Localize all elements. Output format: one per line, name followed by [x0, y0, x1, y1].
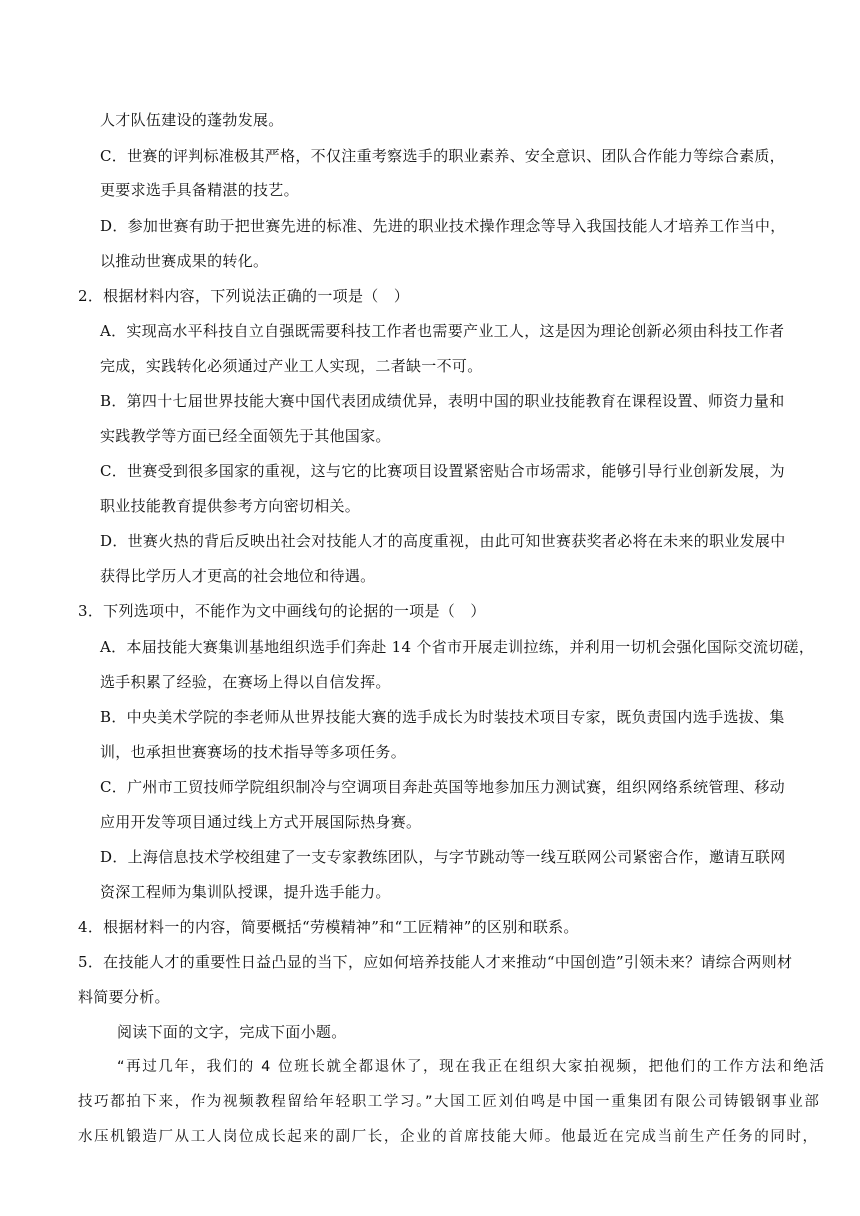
- option-continuation: 选手积累了经验，在赛场上得以自信发挥。: [100, 673, 391, 691]
- option-continuation: 以推动世赛成果的转化。: [100, 252, 269, 270]
- option-b: B．中央美术学院的李老师从世界技能大赛的选手成长为时装技术项目专家，既负责国内选手选拔、集: [100, 708, 785, 726]
- option-continuation: 资深工程师为集训队授课，提升选手能力。: [100, 883, 391, 901]
- passage-line: 水压机锻造厂从工人岗位成长起来的副厂长，企业的首席技能大师。他最近在完成当前生产任务的同时，: [78, 1129, 819, 1145]
- passage-line: “再过几年，我们的 4 位班长就全都退休了，现在我正在组织大家拍视频，把他们的工作方法和绝活: [117, 1059, 826, 1075]
- option-continuation: 实践教学等方面已经全面领先于其他国家。: [100, 427, 391, 445]
- option-c: C．世赛的评判标准极其严格，不仅注重考察选手的职业素养、安全意识、团队合作能力等综合素质，: [100, 147, 785, 165]
- option-b: B．第四十七届世界技能大赛中国代表团成绩优异，表明中国的职业技能教育在课程设置、师资力量和: [100, 392, 785, 410]
- option-continuation: 应用开发等项目通过线上方式开展国际热身赛。: [100, 813, 422, 831]
- option-d: D．世赛火热的背后反映出社会对技能人才的高度重视，由此可知世赛获奖者必将在未来的职业发展中: [100, 532, 786, 550]
- option-d: D．参加世赛有助于把世赛先进的标准、先进的职业技术操作理念等导入我国技能人才培养工作当中，: [100, 217, 786, 235]
- question-3: 3．下列选项中，不能作为文中画线句的论据的一项是（ ）: [78, 602, 486, 620]
- option-a: A．实现高水平科技自立自强既需要科技工作者也需要产业工人，这是因为理论创新必须由科技工作者: [100, 322, 785, 340]
- option-continuation: 职业技能教育提供参考方向密切相关。: [100, 497, 361, 515]
- option-continuation: 人才队伍建设的蓬勃发展。: [100, 111, 284, 129]
- passage-line: 技巧都拍下来，作为视频教程留给年轻职工学习。”大国工匠刘伯鸣是中国一重集团有限公司铸锻钢事业部: [78, 1094, 821, 1110]
- question-2: 2．根据材料内容，下列说法正确的一项是（ ）: [78, 287, 410, 305]
- question-4: 4．根据材料一的内容，简要概括“劳模精神”和“工匠精神”的区别和联系。: [78, 918, 579, 936]
- question-5: 5．在技能人才的重要性日益凸显的当下，应如何培养技能人才来推动“中国创造”引领未来？请综合两则材: [78, 953, 793, 971]
- option-continuation: 训，也承担世赛赛场的技术指导等多项任务。: [100, 743, 407, 761]
- option-d: D．上海信息技术学校组建了一支专家教练团队，与字节跳动等一线互联网公司紧密合作，邀请互联网: [100, 848, 786, 866]
- option-c: C．世赛受到很多国家的重视，这与它的比赛项目设置紧密贴合市场需求，能够引导行业创新发展，为: [100, 462, 785, 480]
- option-continuation: 更要求选手具备精湛的技艺。: [100, 181, 299, 199]
- reading-instruction: 阅读下面的文字，完成下面小题。: [117, 1023, 347, 1041]
- option-c: C．广州市工贸技师学院组织制冷与空调项目奔赴英国等地参加压力测试赛，组织网络系统管理、移动: [100, 778, 785, 796]
- option-continuation: 完成，实践转化必须通过产业工人实现，二者缺一不可。: [100, 357, 483, 375]
- option-continuation: 获得比学历人才更高的社会地位和待遇。: [100, 567, 376, 585]
- question-continuation: 料简要分析。: [78, 988, 170, 1006]
- option-a: A．本届技能大赛集训基地组织选手们奔赴 14 个省市开展走训拉练，并利用一切机会强化国际交流切磋，: [100, 638, 815, 656]
